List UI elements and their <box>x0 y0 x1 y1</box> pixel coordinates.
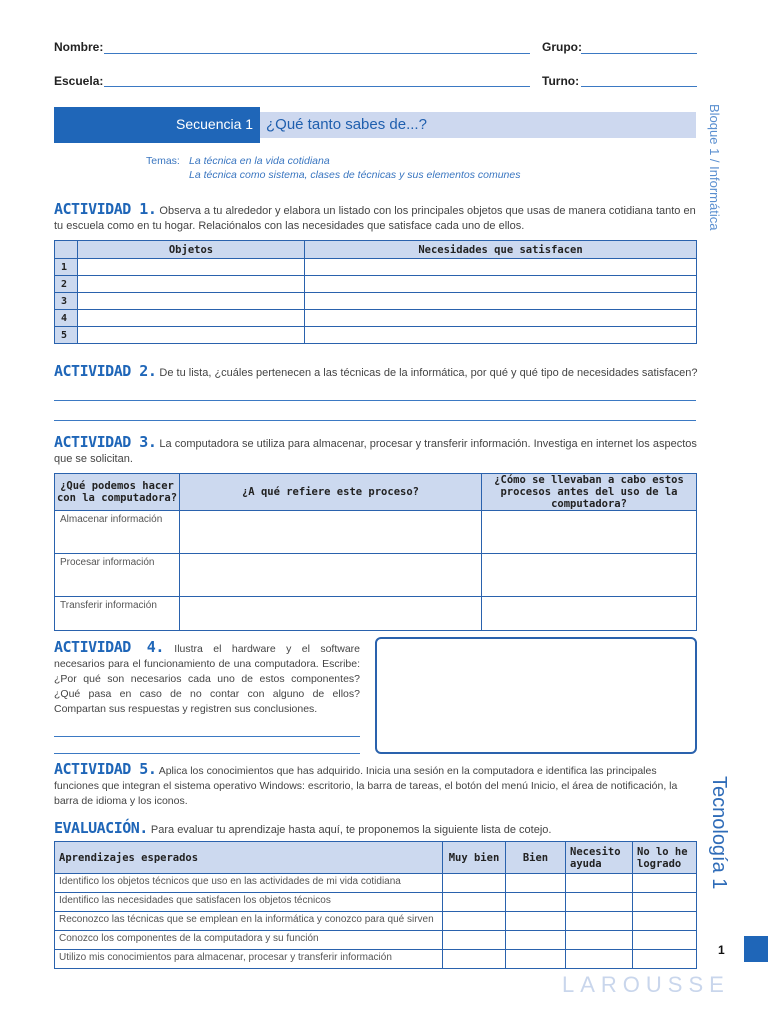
col-que-refiere: ¿A qué refiere este proceso? <box>180 474 482 511</box>
aprendizaje-item: Identifico los objetos técnicos que uso en las actividades de mi vida cotidiana <box>55 874 443 893</box>
col-como-antes: ¿Cómo se llevaban a cabo estos procesos antes del uso de la computadora? <box>482 474 697 511</box>
aprendizaje-item: Identifico las necesidades que satisfacen los objetos técnicos <box>55 893 443 912</box>
objeto-cell[interactable] <box>78 310 305 327</box>
check-cell[interactable] <box>633 931 697 950</box>
proceso-label: Almacenar información <box>55 511 180 554</box>
check-cell[interactable] <box>506 893 566 912</box>
objeto-cell[interactable] <box>78 259 305 276</box>
objeto-cell[interactable] <box>78 276 305 293</box>
row-number: 3 <box>55 293 78 310</box>
proceso-label: Transferir información <box>55 597 180 631</box>
answer-line[interactable] <box>54 400 696 401</box>
evaluacion-instructions <box>54 821 698 838</box>
aprendizaje-item: Utilizo mis conocimientos para almacenar, procesar y transferir información <box>55 950 443 969</box>
evaluacion-text: Para evaluar tu aprendizaje hasta aquí, te proponemos la siguiente lista de cotejo. <box>147 824 552 836</box>
row-number: 1 <box>55 259 78 276</box>
check-cell[interactable] <box>443 950 506 969</box>
actividad3-instructions <box>54 435 698 467</box>
secuencia-title: ¿Qué tanto sabes de...? <box>266 116 427 133</box>
check-cell[interactable] <box>443 874 506 893</box>
answer-line[interactable] <box>54 736 360 737</box>
nombre-field[interactable] <box>104 53 530 54</box>
check-cell[interactable] <box>443 912 506 931</box>
tema-item: La técnica en la vida cotidiana <box>189 155 330 167</box>
evaluacion-heading: EVALUACIÓN. <box>54 819 148 837</box>
proceso-label: Procesar información <box>55 554 180 597</box>
tecnologia-side-label: Tecnología 1 <box>708 776 730 890</box>
necesidad-cell[interactable] <box>305 327 697 344</box>
col-necesito-ayuda: Necesito ayuda <box>566 842 633 874</box>
row-number: 4 <box>55 310 78 327</box>
col-necesidades: Necesidades que satisfacen <box>305 241 697 259</box>
check-cell[interactable] <box>566 912 633 931</box>
actividad2-heading: ACTIVIDAD 2. <box>54 362 157 380</box>
secuencia-number: Secuencia 1 <box>176 116 254 132</box>
check-cell[interactable] <box>566 931 633 950</box>
actividad1-heading: ACTIVIDAD 1. <box>54 200 157 218</box>
actividad4-instructions <box>54 640 360 717</box>
answer-cell[interactable] <box>482 511 697 554</box>
actividad4-heading: ACTIVIDAD 4. <box>54 638 164 656</box>
check-cell[interactable] <box>443 931 506 950</box>
necesidad-cell[interactable] <box>305 293 697 310</box>
actividad5-heading: ACTIVIDAD 5. <box>54 760 157 778</box>
turno-label: Turno: <box>542 74 580 88</box>
answer-cell[interactable] <box>180 554 482 597</box>
col-objetos: Objetos <box>78 241 305 259</box>
bloque-side-label: Bloque 1 / Informática <box>707 104 722 231</box>
actividad1-text: Observa a tu alrededor y elabora un listado con los principales objetos que usas de manera cotidiana tanto en tu escuela como en tu hogar. Relaciónalos con las necesidades que satisface cada uno de ellos. <box>54 205 696 232</box>
check-cell[interactable] <box>633 950 697 969</box>
secuencia-title-box <box>260 112 696 138</box>
objeto-cell[interactable] <box>78 293 305 310</box>
col-no-logrado: No lo he logrado <box>633 842 697 874</box>
row-number: 2 <box>55 276 78 293</box>
check-cell[interactable] <box>443 893 506 912</box>
aprendizaje-item: Reconozco las técnicas que se emplean en la informática y conozco para qué sirven <box>55 912 443 931</box>
actividad5-instructions <box>54 762 698 809</box>
check-cell[interactable] <box>506 950 566 969</box>
check-cell[interactable] <box>566 874 633 893</box>
col-aprendizajes: Aprendizajes esperados <box>55 842 443 874</box>
objeto-cell[interactable] <box>78 327 305 344</box>
turno-field[interactable] <box>581 86 697 87</box>
temas-list <box>189 154 521 182</box>
tema-item: La técnica como sistema, clases de técnicas y sus elementos comunes <box>189 169 521 181</box>
objetos-table <box>54 240 697 344</box>
check-cell[interactable] <box>506 912 566 931</box>
actividad3-heading: ACTIVIDAD 3. <box>54 433 157 451</box>
answer-line[interactable] <box>54 420 696 421</box>
illustration-box[interactable] <box>375 637 697 754</box>
check-cell[interactable] <box>506 931 566 950</box>
col-muy-bien: Muy bien <box>443 842 506 874</box>
actividad5-text: Aplica los conocimientos que has adquirido. Inicia una sesión en la computadora e identifica las principales funciones que integran el sistema operativo Windows: escritorio, la barra de tareas, el botón del menú Inicio, el área de notificación, la barra de idioma y los iconos. <box>54 765 678 807</box>
answer-cell[interactable] <box>482 597 697 631</box>
nombre-label: Nombre: <box>54 40 104 54</box>
answer-line[interactable] <box>54 753 360 754</box>
check-cell[interactable] <box>633 874 697 893</box>
actividad2-instructions <box>54 364 698 381</box>
aprendizaje-item: Conozco los componentes de la computadora y su función <box>55 931 443 950</box>
check-cell[interactable] <box>506 874 566 893</box>
actividad2-text: De tu lista, ¿cuáles pertenecen a las técnicas de la informática, por qué y qué tipo de necesidades satisfacen? <box>156 367 698 379</box>
row-number: 5 <box>55 327 78 344</box>
col-bien: Bien <box>506 842 566 874</box>
secuencia-banner <box>54 107 260 143</box>
escuela-label: Escuela: <box>54 74 104 88</box>
answer-cell[interactable] <box>180 511 482 554</box>
actividad4-text: Ilustra el hardware y el software necesarios para el funcionamiento de una computadora. Escribe: ¿Por qué son necesarios cada uno de estos componentes? ¿Qué pasa en caso de no contar con alguno de ellos? Compartan sus respuestas y registren sus conclusiones. <box>54 643 360 715</box>
computadora-table <box>54 473 697 631</box>
actividad3-text: La computadora se utiliza para almacenar, procesar y transferir información. Investiga en internet los aspectos que se solicitan. <box>54 438 697 465</box>
temas-label: Temas: <box>146 155 180 167</box>
check-cell[interactable] <box>566 893 633 912</box>
grupo-label: Grupo: <box>542 40 582 54</box>
grupo-field[interactable] <box>581 53 697 54</box>
publisher-logo: LAROUSSE <box>562 972 730 997</box>
cotejo-table <box>54 841 697 969</box>
page-number: 1 <box>718 943 725 957</box>
check-cell[interactable] <box>633 912 697 931</box>
necesidad-cell[interactable] <box>305 310 697 327</box>
necesidad-cell[interactable] <box>305 276 697 293</box>
check-cell[interactable] <box>633 893 697 912</box>
page-tab <box>744 936 768 962</box>
col-que-hacer: ¿Qué podemos hacer con la computadora? <box>55 474 180 511</box>
necesidad-cell[interactable] <box>305 259 697 276</box>
answer-cell[interactable] <box>180 597 482 631</box>
actividad1-instructions <box>54 202 698 234</box>
check-cell[interactable] <box>566 950 633 969</box>
escuela-field[interactable] <box>104 86 530 87</box>
answer-cell[interactable] <box>482 554 697 597</box>
